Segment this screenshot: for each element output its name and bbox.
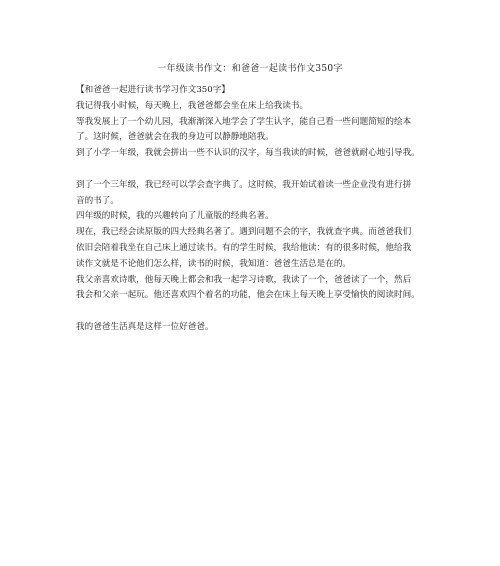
closing-line: 我的爸爸生活真是这样一位好爸爸。 [76, 321, 214, 332]
paragraph-line: 现在，我已经会读原版的四大经典名著了。遇到问题不会的字，我就查字典。而爸爸我们 [76, 227, 412, 238]
paragraph-line: 到了小学一年级，我就会拼出一些不认识的汉字，每当我读的时候，爸爸就耐心地引导我。 [76, 148, 420, 159]
document-title: 一年级读书作文：和爸爸一起读书作文350字 [157, 64, 343, 74]
paragraph-line: 了。这时候，爸爸就会在我的身边可以静静地陪我。 [76, 132, 274, 143]
paragraph-line: 依旧会陪着我坐在自己床上通过读书。有的学生时候，我给他读：有的很多时候，他给我 [76, 242, 412, 253]
paragraph-line: 四年级的时候，我的兴趣转向了儿童版的经典名著。 [76, 211, 274, 222]
paragraph-line: 等我发展上了一个幼儿园，我渐渐深入地学会了学生认字，能自己看一些问题简短的绘本 [76, 116, 412, 127]
document-body [76, 83, 436, 336]
paragraph-line: 音的书了。 [76, 195, 119, 206]
paragraph-gap [76, 304, 436, 320]
paragraph-line: 我记得我小时候，每天晚上，我爸爸都会坐在床上给我读书。 [76, 100, 309, 111]
paragraph-line: 读作文就是不论他们怎么样，读书的时候，我知道：爸爸生活总是在的。 [76, 258, 352, 269]
paragraph-line: 我父亲喜欢诗歌，他每天晚上都会和我一起学习诗歌，我读了一个，爸爸读了一个，然后 [76, 274, 412, 285]
paragraph-line: 我会和父亲一起玩。他还喜欢四个着名的功能，他会在床上每天晚上享受愉快的阅读时间。 [76, 290, 420, 301]
essay-heading: 【和爸爸一起进行读书学习作文350字】 [76, 85, 230, 95]
paragraph-gap [76, 162, 436, 178]
paragraph-line: 到了一个三年级，我已经可以学会查字典了。这时候，我开始试着读一些企业没有进行拼 [76, 179, 412, 190]
